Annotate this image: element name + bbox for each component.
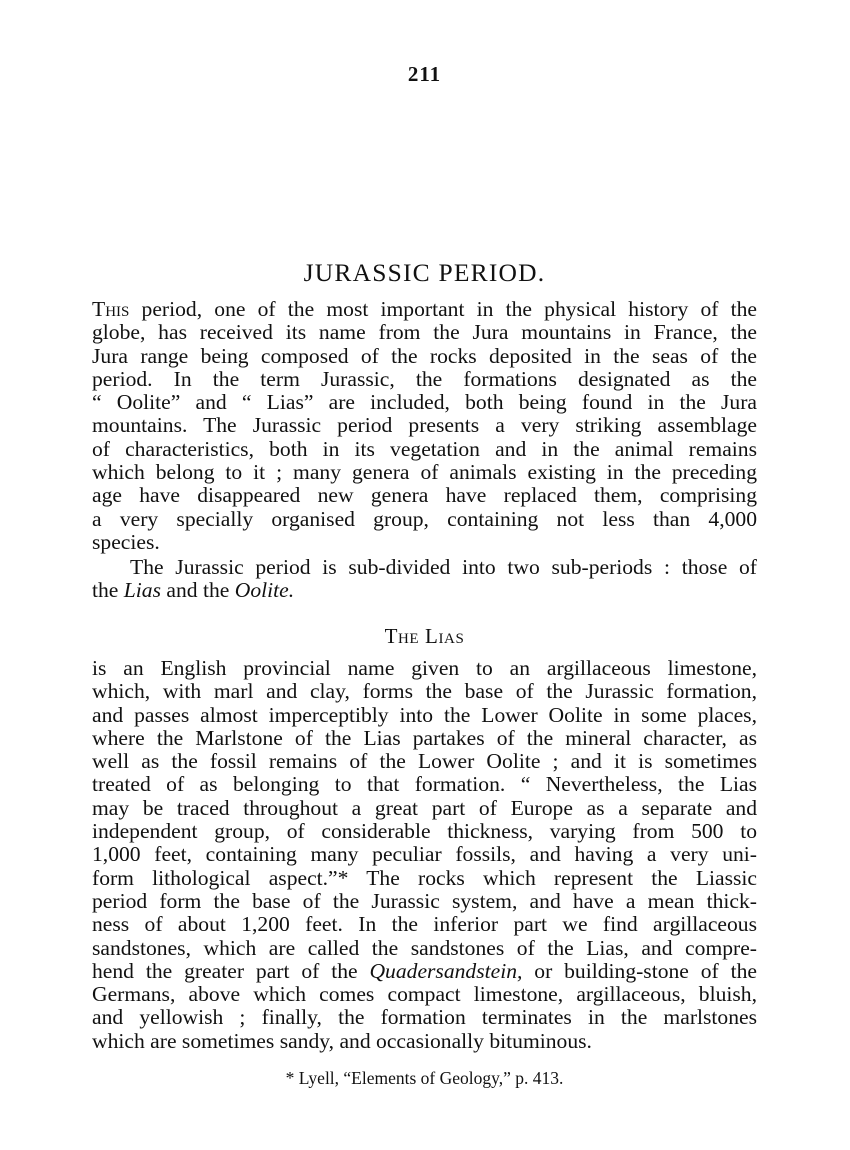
book-page [92, 0, 757, 1150]
paragraph-line: form lithological aspect.”* The rocks which represent the Liassic [92, 865, 757, 890]
paragraph-line: ness of about 1,200 feet. In the inferior part we find argillaceous [92, 912, 757, 937]
paragraph-line: age have disappeared new genera have replaced them, comprising [92, 483, 757, 508]
intro-paragraph [92, 298, 757, 554]
paragraph-line: which, with marl and clay, forms the base of the Jurassic formation, [92, 679, 757, 704]
paragraph-line: period. In the term Jurassic, the formations designated as the [92, 366, 757, 391]
lias-term: Lias [123, 578, 161, 603]
paragraph-line: which are sometimes sandy, and occasionally bituminous. [92, 1028, 592, 1053]
drop-word: This [92, 297, 130, 321]
paragraph-line: of characteristics, both in its vegetation and in the animal remains [92, 436, 757, 461]
paragraph-line: hend the greater part of the Quadersandstein, or building-stone of the [92, 958, 757, 983]
paragraph-line: well as the fossil remains of the Lower Oolite ; and it is sometimes [92, 749, 757, 774]
paragraph-line: and passes almost imperceptibly into the Lower Oolite in some places, [92, 702, 757, 727]
paragraph-line: treated of as belonging to that formation. “ Nevertheless, the Lias [92, 772, 757, 797]
section-heading: The Lias [384, 624, 465, 648]
paragraph-line: and yellowish ; finally, the formation terminates in the marlstones [92, 1005, 757, 1030]
paragraph-line: mountains. The Jurassic period presents a very striking assemblage [92, 413, 757, 438]
paragraph-line: the Lias and the Oolite. [92, 578, 295, 603]
quadersandstein-term: Quadersandstein, [369, 958, 523, 983]
paragraph-line: is an English provincial name given to an argillaceous limestone, [92, 656, 757, 680]
subdivision-paragraph [92, 556, 757, 603]
footnote: * Lyell, “Elements of Geology,” p. 413. [285, 1068, 564, 1088]
oolite-term: Oolite. [234, 578, 295, 603]
paragraph-line: species. [92, 529, 160, 554]
page-number: 211 [407, 62, 442, 86]
paragraph-line: Germans, above which comes compact limestone, argillaceous, bluish, [92, 982, 757, 1007]
paragraph-line: The Jurassic period is sub-divided into two sub-periods : those of [130, 555, 757, 579]
paragraph-line: period form the base of the Jurassic system, and have a mean thick- [92, 888, 757, 913]
paragraph-line: Jura range being composed of the rocks deposited in the seas of the [92, 343, 757, 368]
paragraph-line: a very specially organised group, containing not less than 4,000 [92, 506, 757, 531]
paragraph-line: 1,000 feet, containing many peculiar fossils, and having a very uni- [92, 842, 757, 867]
paragraph-line: globe, has received its name from the Jura mountains in France, the [92, 320, 757, 345]
paragraph-line: This period, one of the most important in the physical history of the [92, 297, 757, 321]
paragraph-line: “ Oolite” and “ Lias” are included, both being found in the Jura [92, 390, 757, 415]
lias-paragraph [92, 657, 757, 1053]
paragraph-line: may be traced throughout a great part of Europe as a separate and [92, 795, 757, 820]
paragraph-line: which belong to it ; many genera of animals existing in the preceding [92, 460, 757, 485]
chapter-title: JURASSIC PERIOD. [303, 258, 546, 287]
paragraph-line: independent group, of considerable thickness, varying from 500 to [92, 819, 757, 844]
paragraph-line: where the Marlstone of the Lias partakes of the mineral character, as [92, 725, 757, 750]
paragraph-line: sandstones, which are called the sandstones of the Lias, and compre- [92, 935, 757, 960]
